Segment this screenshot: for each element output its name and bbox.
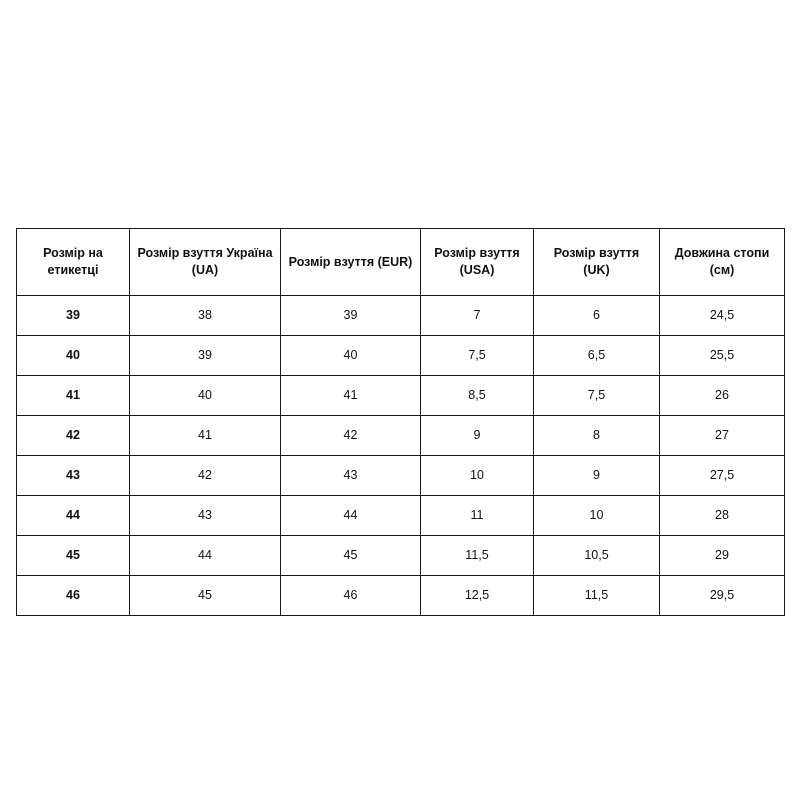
cell-ua-size: 43 (130, 496, 281, 536)
cell-label-size: 45 (17, 536, 130, 576)
cell-usa-size: 10 (421, 456, 534, 496)
shoe-size-table (16, 228, 785, 616)
cell-label-size: 44 (17, 496, 130, 536)
table-row (17, 536, 785, 576)
cell-label-size: 41 (17, 376, 130, 416)
column-header-ua-size: Розмір взуття Україна (UA) (130, 229, 281, 296)
table-row (17, 296, 785, 336)
cell-usa-size: 11 (421, 496, 534, 536)
cell-uk-size: 9 (534, 456, 660, 496)
cell-usa-size: 12,5 (421, 576, 534, 616)
cell-ua-size: 45 (130, 576, 281, 616)
cell-foot-length: 26 (660, 376, 785, 416)
cell-uk-size: 8 (534, 416, 660, 456)
cell-foot-length: 25,5 (660, 336, 785, 376)
cell-uk-size: 6,5 (534, 336, 660, 376)
table-row (17, 576, 785, 616)
column-header-eur-size: Розмір взуття (EUR) (281, 229, 421, 296)
column-header-label-size: Розмір на етикетці (17, 229, 130, 296)
cell-uk-size: 7,5 (534, 376, 660, 416)
cell-uk-size: 10,5 (534, 536, 660, 576)
table-row (17, 336, 785, 376)
cell-eur-size: 45 (281, 536, 421, 576)
size-chart-container (16, 228, 784, 616)
cell-foot-length: 27,5 (660, 456, 785, 496)
table-header (17, 229, 785, 296)
cell-ua-size: 44 (130, 536, 281, 576)
cell-foot-length: 29,5 (660, 576, 785, 616)
table-body (17, 296, 785, 616)
cell-eur-size: 44 (281, 496, 421, 536)
cell-usa-size: 9 (421, 416, 534, 456)
cell-uk-size: 10 (534, 496, 660, 536)
cell-usa-size: 7 (421, 296, 534, 336)
cell-eur-size: 40 (281, 336, 421, 376)
cell-label-size: 43 (17, 456, 130, 496)
cell-ua-size: 40 (130, 376, 281, 416)
cell-foot-length: 29 (660, 536, 785, 576)
cell-eur-size: 39 (281, 296, 421, 336)
cell-usa-size: 8,5 (421, 376, 534, 416)
cell-foot-length: 24,5 (660, 296, 785, 336)
cell-label-size: 40 (17, 336, 130, 376)
column-header-uk-size: Розмір взуття (UK) (534, 229, 660, 296)
table-header-row (17, 229, 785, 296)
cell-eur-size: 43 (281, 456, 421, 496)
cell-usa-size: 11,5 (421, 536, 534, 576)
cell-uk-size: 11,5 (534, 576, 660, 616)
cell-label-size: 39 (17, 296, 130, 336)
cell-label-size: 42 (17, 416, 130, 456)
cell-eur-size: 46 (281, 576, 421, 616)
cell-ua-size: 42 (130, 456, 281, 496)
cell-label-size: 46 (17, 576, 130, 616)
cell-foot-length: 28 (660, 496, 785, 536)
cell-ua-size: 41 (130, 416, 281, 456)
column-header-foot-length: Довжина стопи (см) (660, 229, 785, 296)
table-row (17, 376, 785, 416)
table-row (17, 496, 785, 536)
table-row (17, 416, 785, 456)
cell-foot-length: 27 (660, 416, 785, 456)
cell-ua-size: 39 (130, 336, 281, 376)
column-header-usa-size: Розмір взуття (USA) (421, 229, 534, 296)
cell-ua-size: 38 (130, 296, 281, 336)
cell-uk-size: 6 (534, 296, 660, 336)
cell-eur-size: 42 (281, 416, 421, 456)
cell-usa-size: 7,5 (421, 336, 534, 376)
cell-eur-size: 41 (281, 376, 421, 416)
table-row (17, 456, 785, 496)
